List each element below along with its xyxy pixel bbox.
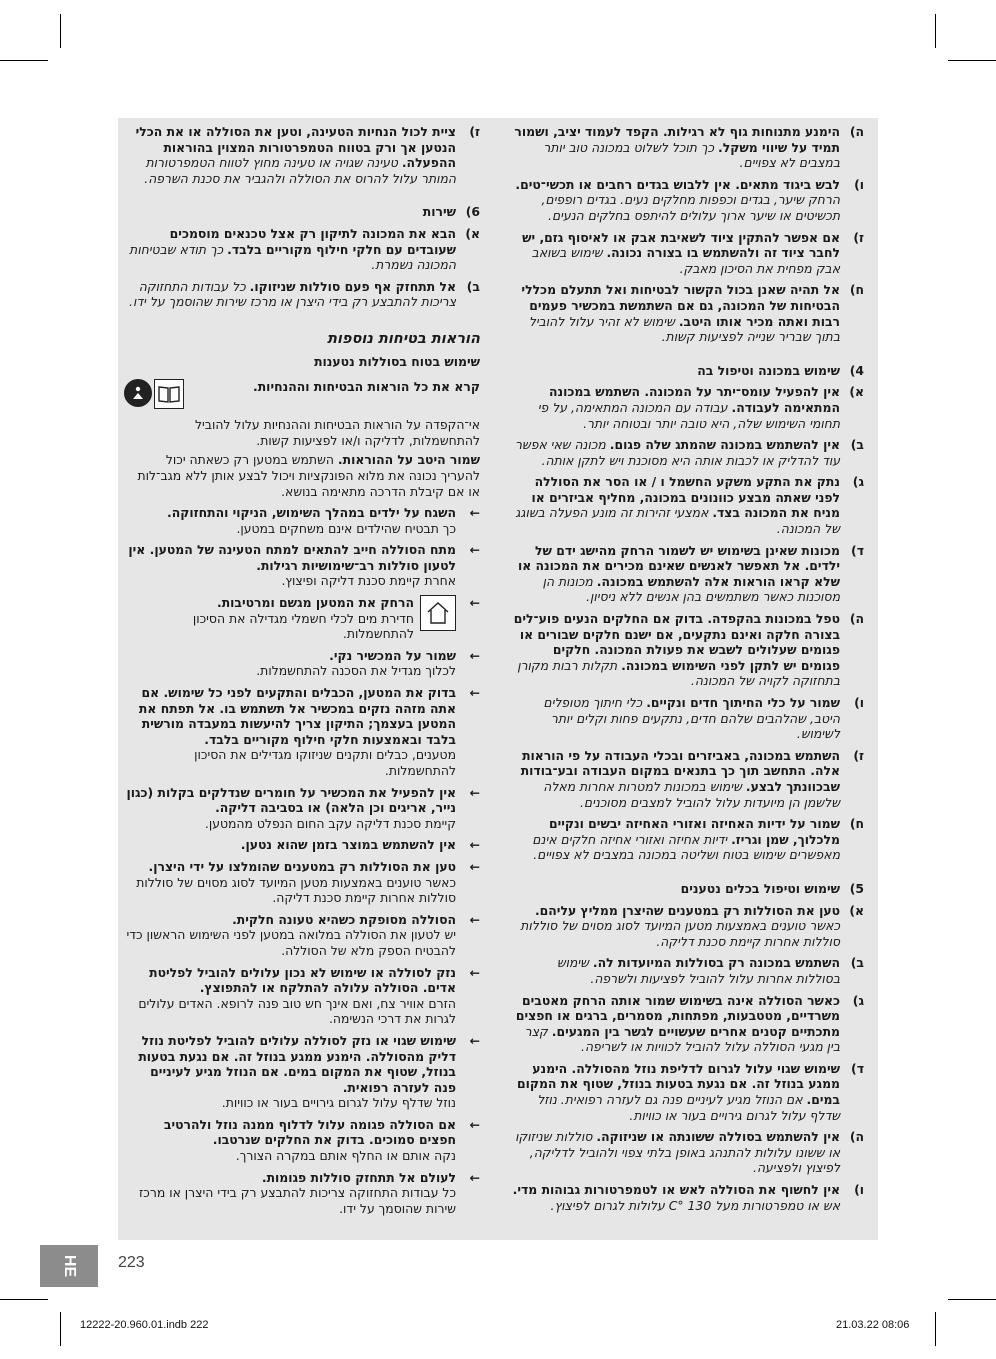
list-item (512, 1182, 864, 1213)
list-item: ז) ציית לכול הנחיות הטעינה, וטען את הסוללה או את הכלי הנטען אך ורק בטווח הטמפרטורות המצוין בהוראות ההפעלה. טעינה שגויה או טעינה מחוץ לטווח הטמפרטורות המותר עלול להרוס את הסוללה ולהגביר את סכנת השרפה. (135, 124, 480, 186)
item-italic-text: שימוש בסוללות אחרות עלול להוביל לפציעות ולשרפה. (556, 955, 840, 986)
bullet-item (124, 648, 480, 679)
list-item (512, 1129, 864, 1176)
list-item (124, 226, 480, 273)
item-bold-text: לבש ביגוד מתאים. אין ללבוש בגדים רחבים או תכשי־טים. (515, 176, 840, 192)
read-instructions-text: קרא את כל הוראות הבטיחות וההנחיות. (253, 379, 480, 395)
item-bold-text: אין להפעיל עומס־יתר על המכונה. השתמש במכונה המתאימה לעבודה. (549, 384, 840, 415)
arrow-icon: ← (469, 837, 480, 853)
bullet-text: כך תבטיח שהילדים אינם משחקים במטען. (236, 520, 456, 536)
content-panel (118, 118, 878, 1240)
item-italic-text: אמצעי זהירות זה מונע הפעלה בשוגג של המכונה. (515, 505, 840, 537)
bullet-text: נקה אותם או החלף אותם במקרה הצורך. (235, 1148, 456, 1164)
list-item (512, 437, 864, 468)
item-bold-text: אין לחשוף את הסוללה לאש או לטמפרטורות גבוהות מדי. (512, 1182, 840, 1198)
bullet-item (124, 542, 480, 589)
item-bold-text: אין להשתמש במכונה שהמתג שלה פגום. (609, 437, 840, 453)
list-item (124, 279, 480, 310)
crop-mark (948, 1299, 996, 1300)
bullet-bold-text: לעולם אל תתחזק סוללות פגומות. (261, 1169, 456, 1185)
item-italic-text: כלי חיתוך מטופלים היטב, שהלהבים שלהם חדים, נתקעים פחות וקלים יותר לשימוש. (543, 695, 840, 742)
item-italic-text: כך תודא שבטיחות המכונה נשמרת. (129, 241, 456, 273)
list-item (512, 748, 864, 810)
book-icon (154, 379, 184, 409)
item-label: ח) (849, 816, 864, 832)
item-label: ב) (466, 278, 480, 294)
bullet-text: מטענים, כבלים ותקנים שניזוקו מגדילים את הסיכון להתחשמלות. (194, 747, 456, 778)
bullet-item (124, 1033, 480, 1111)
arrow-icon: ← (469, 858, 480, 874)
list-item (512, 384, 864, 431)
item-label: ה) (849, 611, 864, 627)
arrow-icon: ← (469, 1116, 480, 1132)
item-italic-text: מכונות הן מסוכנות כאשר משתמשים בהן אנשים ללא ניסיון. (542, 573, 840, 605)
extra-safety-title: הוראות בטיחות נוספות (327, 330, 480, 347)
section-4-heading: 4)שימוש במכונה וטיפול בה (697, 362, 864, 378)
bullet-item (124, 837, 480, 853)
footer-file: 12222-20.960.01.indb 222 (80, 1319, 209, 1331)
list-item (512, 1061, 864, 1123)
list-item (512, 611, 864, 689)
bullet-text: נוזל שדלף עלול לגרום גירויים בעור או כוויות. (221, 1095, 456, 1111)
item-label: א) (849, 902, 864, 918)
section-5-heading: 5)שימוש וטיפול בכלים נטענים (680, 880, 864, 896)
bullet-text: חדירת מים לכלי חשמלי מגדילה את הסיכון להתחשמלות. (192, 610, 414, 642)
item-bold-text: נתק את התקע משקע החשמל ו / או הסר את הסוללה לפני שאתה מבצע כוונונים במכונה, מחליף אביזרים או מניח את המכונה בצד. (531, 474, 840, 521)
item-italic-text: כך תוכל לשלוט במכונה טוב יותר במצבים לא צפויים. (543, 139, 840, 171)
instruction-icons (124, 379, 184, 409)
item-bold-text: שימוש שגוי עלול לגרום לדליפת נוזל מהסוללה. הימנע ממגע בנוזל זה. אם נגעת בטעות בנוזל, שטוף את המקום במים. (516, 1060, 840, 1108)
item-label: ב) (850, 437, 864, 453)
list-item (512, 543, 864, 605)
bullet-bold-text: טען את הסוללות רק במטענים שהומלצו על ידי היצרן. (148, 858, 456, 874)
item-bold-text: שמור על כלי החיתוך חדים ונקיים. (646, 695, 840, 710)
crop-mark (935, 1312, 936, 1346)
bullet-bold-text: מתח הסוללה חייב להתאים למתח הטעינה של המטען. אין לטעון סוללות רב־שימושיות רגילות. (128, 542, 456, 573)
crop-mark (60, 14, 61, 48)
list-item (512, 177, 864, 224)
item-bold-text: אל תתחזק אף פעם סוללות שניזוקו. (249, 278, 456, 294)
item-label: ו) (854, 176, 864, 192)
footer-date: 21.03.22 08:06 (836, 1319, 910, 1331)
item-label: א) (465, 225, 480, 241)
bullet-item (124, 505, 480, 536)
bullet-item (124, 859, 480, 906)
battery-safety-title: שימוש בטוח בסוללות נטענות (314, 353, 480, 369)
bullet-text: הזרם אוויר צח, ואם אינך חש טוב פנה לרופא. האדים עלולים לגרות את דרכי הנשימה. (138, 995, 456, 1027)
item-italic-text: ידיות אחיזה ואזורי אחיזה חלקים אינם מאפשרים שימוש בטוח ושליטה במכונה במצבים לא צפויים. (532, 831, 840, 863)
keep-instructions: שמור היטב על ההוראות. השתמש במטען רק כשאתה יכול להעריך נכונה את מלוא הפונקציות ויכול לבצע אותן ללא מגב־לות או אם קיבלת הדרכה מתאימה בנושא. (137, 452, 480, 499)
item-bold-text: אם אפשר להתקין ציוד לשאיבת אבק או לאיסוף גזם, יש לחבר ציוד זה ולהשתמש בו בצורה נכונה. (522, 229, 840, 261)
item-label: ג) (852, 474, 864, 490)
arrow-icon: ← (469, 595, 480, 611)
item-italic-text: אם הנוזל מגיע לעיניים פנה גם לעזרה רפואית. נוזל שדלף עלול לגרום גירויים בעור או כוויות. (537, 1092, 840, 1123)
item-bold-text: שמור על ידיות האחיזה ואזורי האחיזה יבשים ונקיים מלכלוך, שמן וגריז. (548, 816, 840, 847)
bullet-item (124, 1170, 480, 1217)
bullet-item (124, 1117, 480, 1164)
section-6-heading: 6)שירות (422, 204, 480, 220)
item-label: ה) (849, 124, 864, 139)
item-label: ג) (852, 992, 864, 1008)
bullet-text: כל עבודות התחזוקה צריכות להתבצע רק בידי היצרן או מרכז שירות שהוסמך על ידו. (139, 1185, 456, 1216)
item-bold-text: הבא את המכונה לתיקון רק אצל טכנאים מוסמכים שעובדים עם חלקי חילוף מקוריים בלבד. (169, 225, 456, 257)
crop-mark (0, 1299, 48, 1300)
arrow-icon: ← (469, 911, 480, 927)
crop-mark (935, 14, 936, 48)
item-bold-text: טפל במכונות בהקפדה. בדוק אם החלקים הנעים פוע־לים בצורה חלקה ואינם נתקעים, אם ישנם חלקים שבורים או פגומים שעלולים לשבש את פעולת המכונה. חלקים פגומים יש לתקן לפני השימוש במכונה. (513, 611, 840, 673)
arrow-icon: ← (469, 964, 480, 980)
item-label: ב) (850, 955, 864, 971)
item-bold-text: אין להשתמש בסוללה ששונתה או שניזוקה. (596, 1129, 840, 1145)
bullet-text: כאשר טוענים באמצעות מטען המיועד לסוג מסוים של סוללות סוללות אחרות קיימת סכנת דליקה. (136, 874, 456, 906)
item-italic-text: שימוש במכונות למטרות אחרות מאלה שלשמן הן מיועדות עלול להוביל למצבים מסוכנים. (543, 778, 840, 810)
item-italic-text: סוללות שניזוקו או ששונו עלולות להתנהג באופן בלתי צפוי ולהוביל לדליקה, לפיצוץ ולפציעה. (515, 1129, 840, 1176)
list-item (512, 903, 864, 950)
left-column (124, 124, 480, 1222)
list-item (512, 816, 864, 863)
bullet-item (124, 785, 480, 832)
bullet-item (124, 595, 480, 642)
arrow-icon: ← (469, 1032, 480, 1048)
page-number: 223 (118, 1254, 145, 1271)
item-label: ו) (854, 1182, 864, 1198)
right-column (512, 124, 864, 1219)
read-warning: אי־הקפדה על הוראות הבטיחות וההנחיות עלול להוביל להתחשמלות, לדליקה ו/או לפציעות קשות. (194, 417, 480, 448)
item-bold-text: השתמש במכונה רק בסוללות המיועדות לה. (592, 955, 840, 971)
item-italic-text: הרחק שיער, בגדים וכפפות מחלקים נעים. בגדים רופפים, תכשיטים או שיער ארוך עלולים להיתפס בחלקים הנעים. (541, 192, 840, 223)
crop-mark (0, 60, 48, 61)
bullet-text: קיימת סכנת דליקה עקב החום הנפלט מהמטען. (204, 815, 456, 831)
bullet-text: לכלוך מגדיל את הסכנה להתחשמלות. (256, 663, 456, 679)
bullet-bold-text: השגח על ילדים במהלך השימוש, הניקוי והתחזוקה. (167, 505, 456, 521)
item-label: ח) (849, 282, 864, 298)
item-label: ד) (851, 1060, 864, 1076)
item-label: ד) (851, 542, 864, 558)
bullet-bold-text: בדוק את המטען, הכבלים והתקעים לפני כל שימוש. אם אתה מזהה נזקים במכשיר אל תשתמש בו. אל תפתח את המטען בעצמך; התיקון צריך להיעשות במעבדה מורשית בלבד ובאמצעות חלקי חילוף מקוריים בלבד. (138, 685, 456, 747)
bullet-text: אחרת קיימת סכנת דליקה ופיצוץ. (281, 573, 456, 589)
item-italic-text: תקלות רבות מקורן בתחזוקה לקויה של המכונה. (517, 657, 840, 689)
arrow-icon: ← (469, 1169, 480, 1185)
arrow-icon: ← (469, 685, 480, 701)
bullet-item (124, 965, 480, 1027)
list-item (512, 230, 864, 277)
item-label: ו) (854, 695, 864, 710)
list-item (512, 993, 864, 1055)
list-item (512, 282, 864, 344)
bullet-item (124, 685, 480, 779)
item-italic-text: אש או טמפרטורות מעל 130 °C עלולות לגרום לפיצוץ. (550, 1197, 840, 1213)
item-bold-text: אל תהיה שאנן בכול הקשור לבטיחות ואל תתעלם מכללי הבטיחות של המכונה, גם אם השתמשת במכשיר פעמים רבות ואתה מכיר אותו היטב. (521, 282, 840, 329)
item-italic-text: עבודה עם המכונה המתאימה, על פי תחומי השימוש שלה, היא טובה יותר ובטוחה יותר. (537, 399, 840, 431)
bullet-bold-text: שימוש שגוי או נזק לסוללה עלולים להוביל לפליטת נוזל דליק מהסוללה. הימנע ממגע בנוזל זה. אם נגעת בטעות בנוזל, שטוף את המקום במים. אם הנוזל מגיע לעיניים פנה לעזרה רפואית. (138, 1032, 456, 1095)
item-italic-text: כאשר טוענים באמצעות מטען המיועד לסוג מסוים של סוללות סוללות אחרות קיימת סכנת דליקה. (520, 918, 840, 949)
item-italic-text: קצר בין מגעי הסוללה עלול להוביל לכוויות או לשריפה. (524, 1023, 840, 1055)
bullet-text: יש לטעון את הסוללה במלואה במטען לפני השימוש הראשון כדי להבטיח הספק מלא של הסוללה. (126, 927, 456, 958)
read-manual-icon (124, 379, 152, 407)
list-item (512, 695, 864, 742)
list-item (512, 124, 864, 171)
arrow-icon: ← (469, 542, 480, 558)
item-label: ז) (853, 229, 864, 245)
bullet-bold-text: נזק לסוללה או שימוש לא נכון עלולים להוביל לפליטת אדים. הסוללה עלולה להתלקח או להתפוצץ. (149, 964, 456, 996)
item-italic-text: כל עבודות התחזוקה צריכות להתבצע רק בידי היצרן או מרכז שירות שהוסמך על ידו. (129, 278, 456, 310)
arrow-icon: ← (469, 647, 480, 663)
item-italic-text: שימוש בשואב אבק מפחית את הסיכון מאבק. (531, 245, 840, 276)
bullet-bold-text: שמור על המכשיר נקי. (329, 647, 456, 663)
item-label: ה) (849, 1129, 864, 1145)
list-item (512, 955, 864, 986)
list-item (512, 474, 864, 536)
arrow-icon: ← (469, 784, 480, 800)
item-bold-text: כאשר הסוללה אינה בשימוש שמור אותה הרחק מאטבים משרדיים, מטטבעות, מפתחות, מסמרים, ברגים או חפצים מתכתיים קטנים אחרים שעשויים לגשר בין המגעים. (515, 992, 840, 1039)
bullet-item (124, 912, 480, 959)
item-bold-text: הימנע מתנוחות גוף לא רגילות. הקפד לעמוד יציב, ושמור תמיד על שיווי משקל. (514, 124, 840, 155)
item-bold-text: מכונות שאינן בשימוש יש לשמור הרחק מהישג ידם של ילדים. אל תאפשר לאנשים שאינם מכירים את המכונה או שלא קראו הוראות אלה להשתמש במכונה. (517, 542, 840, 589)
item-label: א) (849, 384, 864, 400)
indoor-use-icon (420, 595, 456, 631)
arrow-icon: ← (469, 505, 480, 521)
crop-mark (60, 1312, 61, 1346)
bullet-bold-text: אין להשתמש במוצר בזמן שהוא נטען. (240, 837, 456, 853)
item-label: ז) (853, 747, 864, 763)
bullet-bold-text: אין להפעיל את המכשיר על חומרים שנדלקים בקלות (כגון נייר, אריגים וכן הלאה) או בסביבה דליקה. (126, 784, 456, 816)
language-tab: HE (40, 1245, 98, 1287)
crop-mark (948, 60, 996, 61)
item-italic-text: שימוש לא זהיר עלול להוביל בתוך שבריר שנייה לפציעות קשות. (528, 313, 840, 345)
item-bold-text: השתמש במכונה, באביזרים ובכלי העבודה על פי הוראות אלה. התחשב תוך כך בתנאים במקום העבודה ובע־בודות שבכוונתך לבצע. (520, 747, 840, 794)
bullet-bold-text: הסוללה מסופקת כשהיא טעונה חלקית. (232, 911, 456, 927)
bullet-bold-text: הרחק את המטען מגשם ומרטיבות. (217, 595, 414, 611)
item-italic-text: מכונה שאי אפשר עוד להדליק או לכבות אותה היא מסוכנת ויש לתקן אותה. (514, 437, 840, 468)
bullet-bold-text: אם הסוללה פגומה עלול לדלוף ממנה נוזל ולהרטיב חפצים סמוכים. בדוק את החלקים שנרטבו. (163, 1116, 456, 1148)
read-instructions-block (124, 379, 480, 413)
item-bold-text: טען את הסוללות רק במטענים שהיצרן ממליץ עליהם. (534, 902, 840, 918)
